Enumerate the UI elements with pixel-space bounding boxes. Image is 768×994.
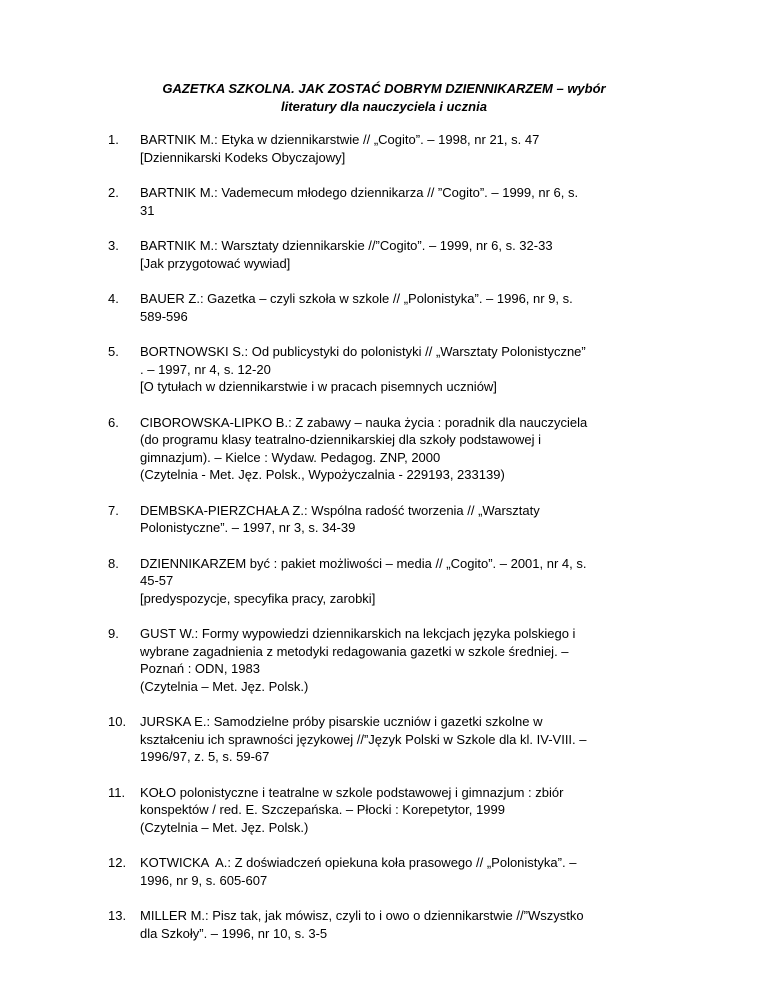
bibliography-entry: [108, 502, 693, 537]
entry-line: (Czytelnia – Met. Jęz. Polsk.): [140, 678, 309, 694]
entry-line: DEMBSKA-PIERZCHAŁA Z.: Wspólna radość tworzenia // „Warsztaty: [140, 502, 540, 518]
entry-text: [140, 555, 693, 608]
entry-number: 12.: [108, 855, 127, 870]
entry-line: 1996, nr 9, s. 605-607: [140, 872, 268, 888]
bibliography-entry: [108, 131, 693, 166]
entry-text: [140, 854, 693, 889]
entry-line: Poznań : ODN, 1983: [140, 661, 260, 676]
entry-number: 11.: [108, 784, 126, 800]
entry-text: [140, 502, 693, 537]
entry-number: 5.: [108, 344, 119, 359]
entry-line: [Jak przygotować wywiad]: [140, 255, 291, 271]
entry-number: 8.: [108, 555, 119, 571]
entry-line: konspektów / red. E. Szczepańska. – Płocki : Korepetytor, 1999: [140, 802, 505, 817]
bibliography-entry: [108, 625, 693, 695]
entry-number: 1.: [108, 132, 119, 147]
entry-line: KOŁO polonistyczne i teatralne w szkole podstawowej i gimnazjum : zbiór: [140, 784, 564, 800]
entry-number: 9.: [108, 626, 119, 641]
entry-line: MILLER M.: Pisz tak, jak mówisz, czyli to i owo o dziennikarstwie //”Wszystko: [140, 908, 584, 923]
entry-line: CIBOROWSKA-LIPKO B.: Z zabawy – nauka życia : poradnik dla nauczyciela: [140, 414, 588, 430]
entry-text: [140, 237, 693, 272]
entry-line: 45-57: [140, 573, 174, 588]
entry-number: 2.: [108, 185, 119, 200]
entry-line: Polonistyczne”. – 1997, nr 3, s. 34-39: [140, 520, 356, 535]
document-title: [100, 80, 668, 116]
entry-number: 7.: [108, 502, 119, 518]
entry-text: [140, 184, 693, 219]
entry-text: [140, 907, 693, 942]
title-line: literatury dla nauczyciela i ucznia: [281, 99, 487, 114]
entry-number: 6.: [108, 414, 119, 430]
bibliography-entry: [108, 343, 693, 396]
bibliography-entry: [108, 907, 693, 942]
entry-text: [140, 713, 693, 766]
entry-line: BARTNIK M.: Vademecum młodego dziennikarza // ”Cogito”. – 1999, nr 6, s.: [140, 185, 579, 200]
entry-line: 589-596: [140, 308, 188, 324]
entry-line: BAUER Z.: Gazetka – czyli szkoła w szkole // „Polonistyka”. – 1996, nr 9, s.: [140, 291, 573, 306]
entry-line: dla Szkoły”. – 1996, nr 10, s. 3-5: [140, 925, 328, 941]
entry-line: BORTNOWSKI S.: Od publicystyki do polonistyki // „Warsztaty Polonistyczne”: [140, 344, 586, 359]
entry-line: JURSKA E.: Samodzielne próby pisarskie uczniów i gazetki szkolne w: [140, 714, 543, 729]
entry-number: 4.: [108, 291, 119, 306]
entry-line: BARTNIK M.: Warsztaty dziennikarskie //”Cogito”. – 1999, nr 6, s. 32-33: [140, 238, 553, 253]
bibliography-entry: [108, 784, 693, 837]
entry-text: [140, 784, 693, 837]
entry-text: [140, 414, 693, 484]
entry-number: 3.: [108, 238, 119, 253]
entry-line: gimnazjum). – Kielce : Wydaw. Pedagog. ZNP, 2000: [140, 449, 441, 465]
entry-line: GUST W.: Formy wypowiedzi dziennikarskich na lekcjach języka polskiego i: [140, 626, 576, 641]
entry-text: [140, 343, 693, 396]
entry-line: [Dziennikarski Kodeks Obyczajowy]: [140, 149, 346, 165]
bibliography-entry: [108, 237, 693, 272]
bibliography-entry: [108, 854, 693, 889]
entry-line: wybrane zagadnienia z metodyki redagowania gazetki w szkole średniej. –: [140, 643, 569, 659]
entry-number: 13.: [108, 908, 127, 923]
entry-line: (do programu klasy teatralno-dziennikarskiej dla szkoły podstawowej i: [140, 432, 542, 447]
entry-text: [140, 131, 693, 166]
entry-line: kształceniu ich sprawności językowej //”Język Polski w Szkole dla kl. IV-VIII. –: [140, 731, 587, 747]
entry-line: 31: [140, 202, 155, 218]
bibliography-list: [108, 131, 693, 960]
entry-text: [140, 625, 693, 695]
entry-line: [O tytułach w dziennikarstwie i w pracach pisemnych uczniów]: [140, 379, 497, 394]
entry-line: (Czytelnia – Met. Jęz. Polsk.): [140, 819, 309, 835]
bibliography-entry: [108, 414, 693, 484]
entry-text: [140, 290, 693, 325]
entry-line: . – 1997, nr 4, s. 12-20: [140, 361, 271, 377]
bibliography-entry: [108, 555, 693, 608]
entry-number: 10.: [108, 714, 127, 729]
entry-line: [predyspozycje, specyfika pracy, zarobki]: [140, 590, 376, 606]
bibliography-entry: [108, 184, 693, 219]
bibliography-entry: [108, 713, 693, 766]
entry-line: DZIENNIKARZEM być : pakiet możliwości – media // „Cogito”. – 2001, nr 4, s.: [140, 555, 587, 571]
entry-line: (Czytelnia - Met. Jęz. Polsk., Wypożyczalnia - 229193, 233139): [140, 467, 505, 482]
bibliography-entry: [108, 290, 693, 325]
entry-line: KOTWICKA A.: Z doświadczeń opiekuna koła prasowego // „Polonistyka”. –: [140, 855, 577, 870]
entry-line: 1996/97, z. 5, s. 59-67: [140, 749, 270, 764]
title-line: GAZETKA SZKOLNA. JAK ZOSTAĆ DOBRYM DZIENNIKARZEM – wybór: [162, 81, 606, 96]
entry-line: BARTNIK M.: Etyka w dziennikarstwie // „Cogito”. – 1998, nr 21, s. 47: [140, 132, 540, 147]
